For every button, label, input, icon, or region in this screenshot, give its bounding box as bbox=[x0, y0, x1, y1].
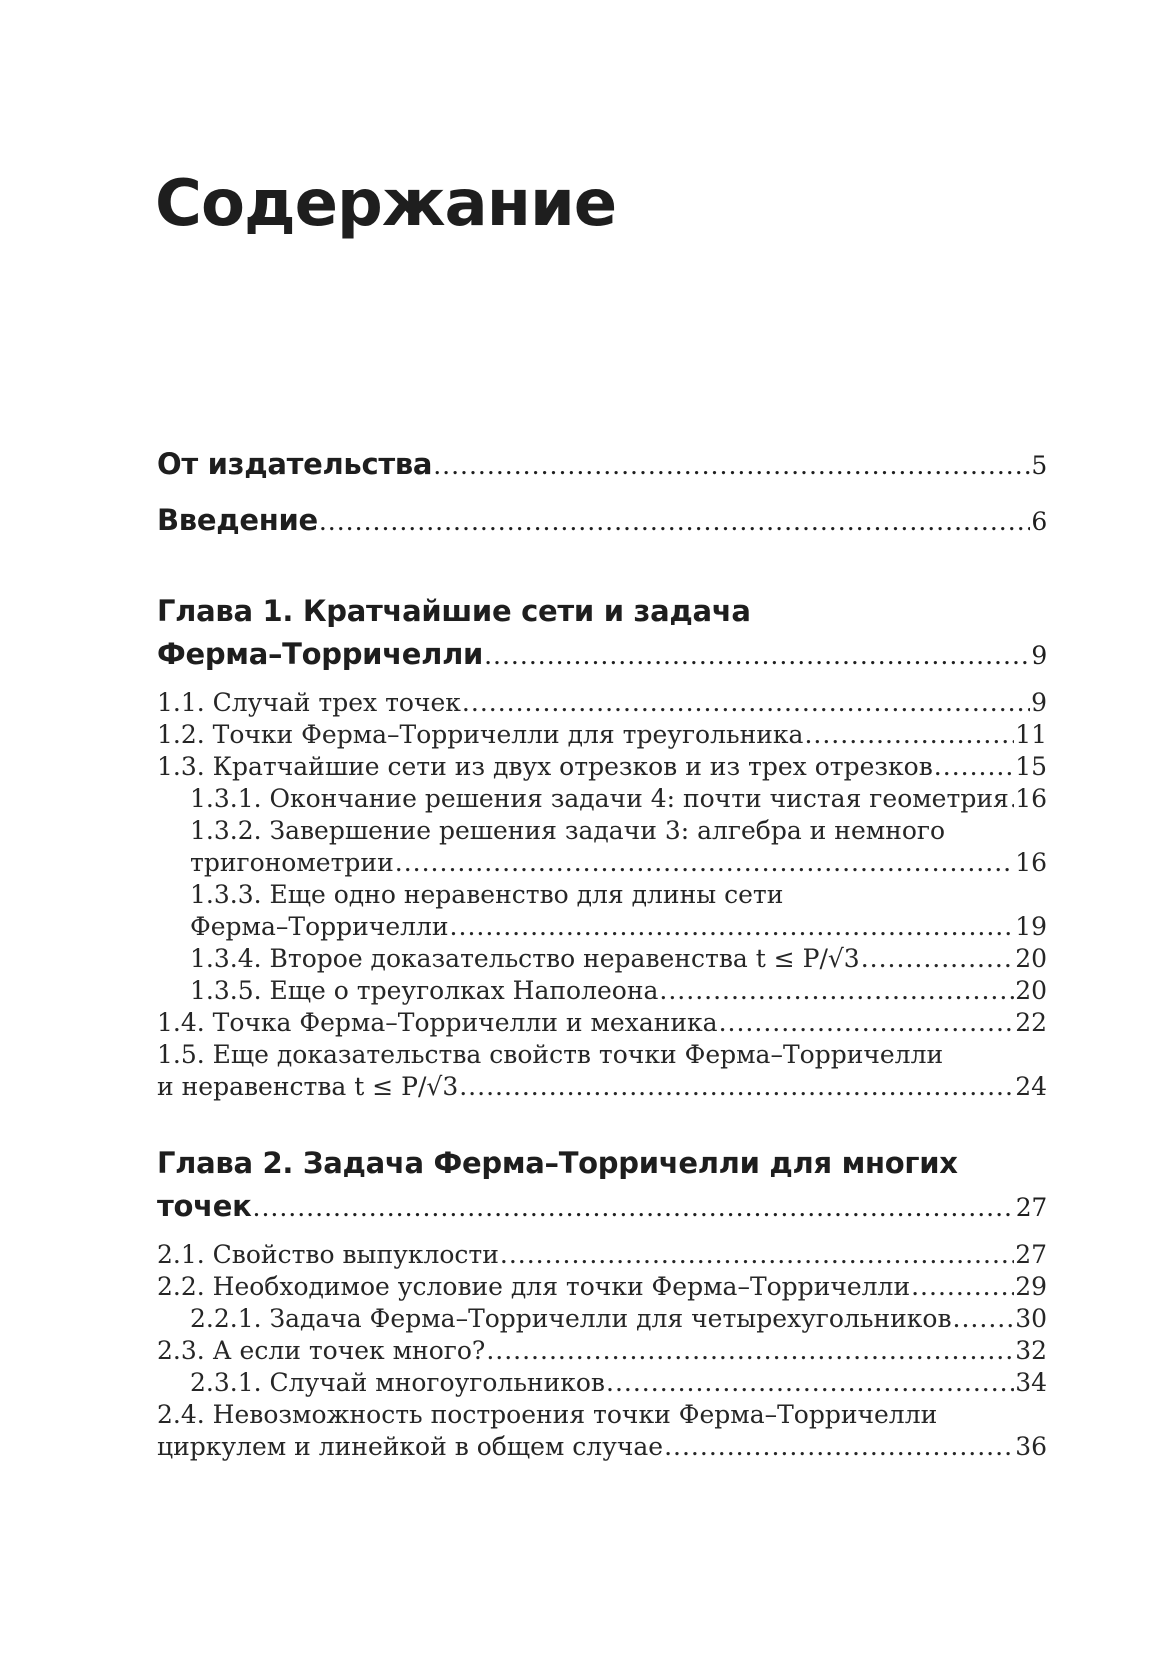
toc-entry-1-5-first-line: 1.5. Еще доказательства свойств точки Ферма–Торричелли bbox=[157, 1040, 944, 1069]
toc-entry-page: 16 bbox=[1015, 784, 1047, 813]
toc-entry-1-3-3-first-line: 1.3.3. Еще одно неравенство для длины сети bbox=[190, 880, 784, 909]
toc-entry-1-4[interactable] bbox=[157, 1008, 1047, 1037]
toc-entry-page: 27 bbox=[1015, 1240, 1047, 1269]
toc-entry-1-3-2-first-line: 1.3.2. Завершение решения задачи 3: алгебра и немного bbox=[190, 816, 946, 845]
toc-entry-2-3-1[interactable] bbox=[157, 1368, 1047, 1397]
page-title: Содержание bbox=[155, 167, 617, 241]
toc-entry-label: 1.3. Кратчайшие сети из двух отрезков и из трех отрезков bbox=[157, 752, 933, 781]
toc-entry-chapter-2[interactable] bbox=[157, 1189, 1047, 1223]
toc-entry-label: 1.3.5. Еще о треуголках Наполеона bbox=[190, 976, 659, 1005]
toc-entry-1-3-4[interactable] bbox=[157, 944, 1047, 973]
dot-leader bbox=[953, 1304, 1015, 1333]
toc-entry-page: 9 bbox=[1031, 688, 1047, 717]
dot-leader bbox=[395, 848, 1014, 877]
toc-entry-label: 1.3.1. Окончание решения задачи 4: почти чистая геометрия bbox=[190, 784, 1009, 813]
dot-leader bbox=[433, 451, 1030, 480]
toc-entry-page: 20 bbox=[1015, 976, 1047, 1005]
dot-leader bbox=[1010, 784, 1014, 813]
toc-entry-page: 32 bbox=[1015, 1336, 1047, 1365]
toc-entry-page: 27 bbox=[1015, 1193, 1047, 1222]
toc-entry-label: тригонометрии bbox=[190, 848, 394, 877]
dot-leader bbox=[484, 641, 1030, 670]
toc-entry-2-2[interactable] bbox=[157, 1272, 1047, 1301]
toc-entry-2-3[interactable] bbox=[157, 1336, 1047, 1365]
dot-leader bbox=[500, 1240, 1014, 1269]
toc-entry-1-3-5[interactable] bbox=[157, 976, 1047, 1005]
toc-entry-page: 6 bbox=[1031, 507, 1047, 536]
toc-entry-2-4-first-line: 2.4. Невозможность построения точки Ферма–Торричелли bbox=[157, 1400, 938, 1429]
toc-entry-page: 29 bbox=[1015, 1272, 1047, 1301]
toc-entry-label: 2.2. Необходимое условие для точки Ферма–Торричелли bbox=[157, 1272, 911, 1301]
dot-leader bbox=[462, 688, 1030, 717]
toc-entry-label: точек bbox=[157, 1189, 252, 1223]
toc-entry-1-3-2[interactable] bbox=[157, 848, 1047, 877]
toc-entry-label: От издательства bbox=[157, 447, 433, 481]
toc-entry-page: 36 bbox=[1015, 1432, 1047, 1461]
toc-entry-2-2-1[interactable] bbox=[157, 1304, 1047, 1333]
toc-entry-2-1[interactable] bbox=[157, 1240, 1047, 1269]
toc-entry-label: 1.4. Точка Ферма–Торричелли и механика bbox=[157, 1008, 718, 1037]
toc-entry-1-1[interactable] bbox=[157, 688, 1047, 717]
toc-entry-introduction[interactable] bbox=[157, 503, 1047, 537]
toc-entry-page: 20 bbox=[1015, 944, 1047, 973]
toc-entry-page: 15 bbox=[1015, 752, 1047, 781]
toc-entry-label: Введение bbox=[157, 503, 318, 537]
toc-entry-label: 2.3. А если точек много? bbox=[157, 1336, 486, 1365]
toc-entry-page: 34 bbox=[1015, 1368, 1047, 1397]
toc-entry-label: 2.3.1. Случай многоугольников bbox=[190, 1368, 606, 1397]
toc-entry-1-2[interactable] bbox=[157, 720, 1047, 749]
toc-entry-label: Ферма–Торричелли bbox=[157, 637, 484, 671]
dot-leader bbox=[861, 944, 1014, 973]
toc-entry-page: 19 bbox=[1015, 912, 1047, 941]
dot-leader bbox=[450, 912, 1015, 941]
dot-leader bbox=[319, 507, 1031, 536]
toc-entry-publisher[interactable] bbox=[157, 447, 1047, 481]
toc-entry-label: 2.1. Свойство выпуклости bbox=[157, 1240, 499, 1269]
dot-leader bbox=[664, 1432, 1014, 1461]
dot-leader bbox=[934, 752, 1014, 781]
dot-leader bbox=[486, 1336, 1014, 1365]
dot-leader bbox=[804, 720, 1014, 749]
toc-entry-chapter-1[interactable] bbox=[157, 637, 1047, 671]
toc-entry-1-3-3[interactable] bbox=[157, 912, 1047, 941]
toc-entry-label: 2.2.1. Задача Ферма–Торричелли для четырехугольников bbox=[190, 1304, 952, 1333]
toc-entry-page: 16 bbox=[1015, 848, 1047, 877]
toc-entry-1-3-1[interactable] bbox=[157, 784, 1047, 813]
toc-chapter-2-title-line: Глава 2. Задача Ферма–Торричелли для многих bbox=[157, 1146, 958, 1180]
toc-entry-page: 24 bbox=[1015, 1072, 1047, 1101]
toc-entry-label: 1.2. Точки Ферма–Торричелли для треугольника bbox=[157, 720, 804, 749]
toc-entry-1-3[interactable] bbox=[157, 752, 1047, 781]
toc-entry-label: циркулем и линейкой в общем случае bbox=[157, 1432, 664, 1461]
toc-entry-page: 30 bbox=[1015, 1304, 1047, 1333]
dot-leader bbox=[659, 976, 1014, 1005]
dot-leader bbox=[459, 1072, 1014, 1101]
toc-entry-page: 5 bbox=[1031, 451, 1047, 480]
toc-chapter-1-title-line: Глава 1. Кратчайшие сети и задача bbox=[157, 594, 751, 628]
toc-entry-label: 1.3.4. Второе доказательство неравенства t ≤ P/√3 bbox=[190, 944, 860, 973]
toc-entry-page: 22 bbox=[1015, 1008, 1047, 1037]
dot-leader bbox=[606, 1368, 1014, 1397]
toc-entry-page: 11 bbox=[1015, 720, 1047, 749]
dot-leader bbox=[719, 1008, 1015, 1037]
toc-entry-page: 9 bbox=[1031, 641, 1047, 670]
toc-entry-label: 1.1. Случай трех точек bbox=[157, 688, 461, 717]
toc-entry-2-4[interactable] bbox=[157, 1432, 1047, 1461]
toc-entry-label: и неравенства t ≤ P/√3 bbox=[157, 1072, 459, 1101]
toc-entry-label: Ферма–Торричелли bbox=[190, 912, 449, 941]
toc-entry-1-5[interactable] bbox=[157, 1072, 1047, 1101]
dot-leader bbox=[911, 1272, 1014, 1301]
dot-leader bbox=[253, 1193, 1015, 1222]
